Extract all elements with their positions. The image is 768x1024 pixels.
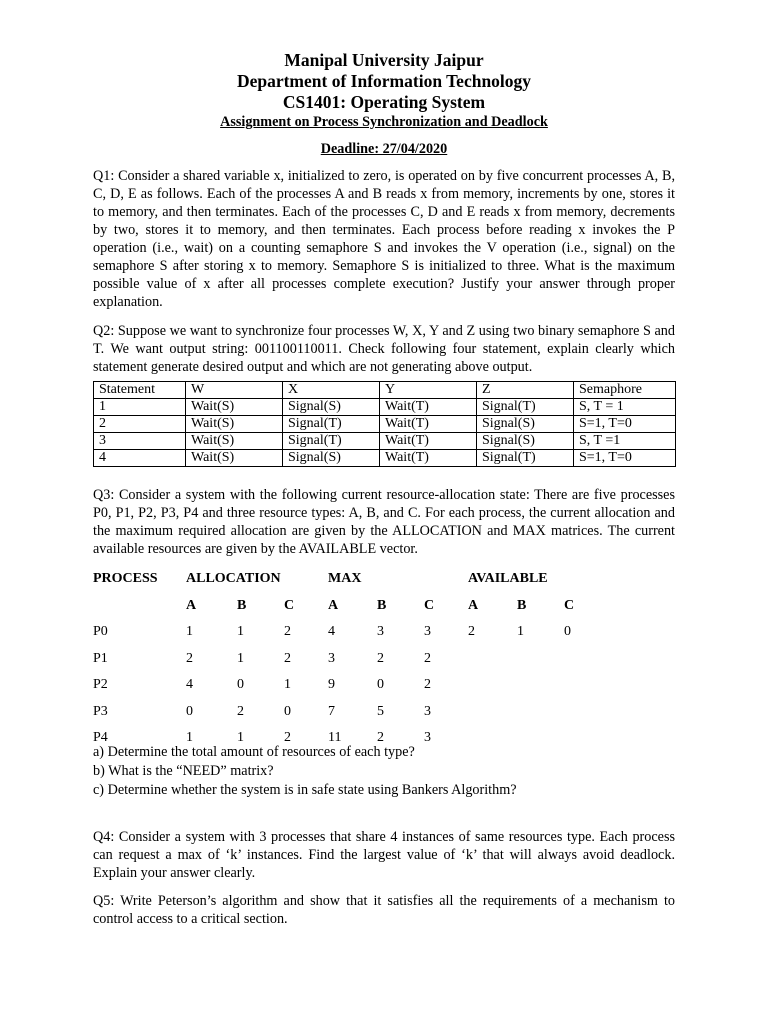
assignment-title: Assignment on Process Synchronization and Deadlock [220,114,548,130]
table-row [93,619,604,646]
table-cell: S=1, T=0 [574,416,676,433]
table-row [93,646,604,673]
available-value: 2 [468,624,475,640]
header-cell: Statement [94,382,186,399]
question-3-parts [93,743,517,800]
available-value [517,672,564,699]
resource-label: A [186,597,197,613]
statement-table [93,381,676,467]
banker-header-row [93,566,604,593]
department-title: Department of Information Technology [236,71,532,91]
question-3b: b) What is the “NEED” matrix? [93,763,274,779]
table-row [93,699,604,726]
allocation-header: ALLOCATION [186,571,281,587]
max-value: 2 [424,650,431,666]
table-cell: Wait(S) [186,399,283,416]
resource-label: B [237,597,247,613]
max-value: 2 [377,730,384,746]
process-header: PROCESS [93,571,158,587]
available-value [564,646,604,673]
max-value: 3 [424,703,431,719]
question-5: Q5: Write Peterson’s algorithm and show that it satisfies all the requirements of a mechanism to control access to a critical section. [93,893,675,927]
table-cell: Signal(S) [477,433,574,450]
university-title: Manipal University Jaipur [284,50,484,70]
table-cell: Signal(T) [283,433,380,450]
question-4: Q4: Consider a system with 3 processes that share 4 instances of same resources type. Each process can request a max of ‘k’ instances. Find the largest value of ‘k’ that will always avoid deadlock. Explain your answer clearly. [93,829,675,881]
process-name: P3 [93,703,108,719]
banker-resource-row [93,593,604,620]
table-cell: Signal(S) [477,416,574,433]
max-value: 0 [377,677,384,693]
table-cell: 1 [94,399,186,416]
process-name: P4 [93,730,108,746]
max-value: 7 [328,703,335,719]
table-cell: Wait(S) [186,450,283,467]
allocation-value: 2 [284,730,291,746]
table-cell: Wait(S) [186,416,283,433]
resource-label: A [328,597,339,613]
allocation-value: 2 [284,624,291,640]
available-value [564,672,604,699]
allocation-value: 2 [284,650,291,666]
available-value [468,646,517,673]
available-header: AVAILABLE [468,571,548,587]
table-row [94,433,676,450]
empty-cell [93,593,186,620]
question-3c: c) Determine whether the system is in safe state using Bankers Algorithm? [93,782,517,798]
table-cell: Signal(T) [477,399,574,416]
allocation-value: 1 [284,677,291,693]
resource-label: C [564,597,575,613]
max-header: MAX [328,571,362,587]
table-cell: Wait(T) [380,433,477,450]
table-cell: Wait(S) [186,433,283,450]
allocation-value: 0 [186,703,193,719]
table-cell: Wait(T) [380,416,477,433]
question-3: Q3: Consider a system with the following current resource-allocation state: There are five processes P0, P1, P2, P3, P4 and three resource types: A, B, and C. For each process, the current allocation and the maximum required allocation are given by the ALLOCATION and MAX matrices. The current available resources are given by the AVAILABLE vector. [93,487,675,557]
resource-label: B [517,597,527,613]
table-row [94,416,676,433]
table-cell: Signal(T) [283,416,380,433]
question-2: Q2: Suppose we want to synchronize four processes W, X, Y and Z using two binary semaphore S and T. We want output string: 001100110011. Check following four statement, explain clearly which statement generate desired output and which are not generating above output. [93,323,675,375]
table-cell: Signal(T) [477,450,574,467]
question-1: Q1: Consider a shared variable x, initialized to zero, is operated on by five concurrent processes A, B, C, D, E as follows. Each of the processes A and B reads x from memory, increments by one, stores it to memory, and then terminates. Each of the processes C, D and E reads x from memory, decrements by two, stores it to memory, and then terminates. Each process before reading x invokes the P operation (i.e., wait) on a counting semaphore S and invokes the V operation (i.e., signal) on the semaphore S after storing x to memory. Semaphore S is initialized to three. What is the maximum possible value of x after all processes complete execution? Justify your answer through proper explanation. [93,168,675,310]
statement-table-header [94,382,676,399]
table-cell: Wait(T) [380,399,477,416]
table-cell: S, T = 1 [574,399,676,416]
header-cell: Y [380,382,477,399]
process-name: P0 [93,624,108,640]
max-value: 3 [424,624,431,640]
allocation-value: 0 [284,703,291,719]
header-cell: W [186,382,283,399]
available-value [468,699,517,726]
available-value [564,725,604,752]
available-value: 0 [564,624,571,640]
question-3a: a) Determine the total amount of resources of each type? [93,744,415,760]
allocation-value: 1 [237,624,244,640]
deadline: Deadline: 27/04/2020 [320,141,448,157]
allocation-value: 1 [237,650,244,666]
resource-label: C [284,597,295,613]
max-value: 11 [328,730,342,746]
allocation-value: 2 [186,650,193,666]
available-value [517,646,564,673]
max-value: 2 [424,677,431,693]
table-cell: 2 [94,416,186,433]
available-value [517,699,564,726]
table-cell: S, T =1 [574,433,676,450]
allocation-value: 2 [237,703,244,719]
header-cell: X [283,382,380,399]
allocation-value: 1 [186,730,193,746]
table-cell: Signal(S) [283,399,380,416]
table-cell: 3 [94,433,186,450]
max-value: 5 [377,703,384,719]
resource-label: A [468,597,479,613]
allocation-value: 0 [237,677,244,693]
max-value: 3 [424,730,431,746]
process-name: P1 [93,650,108,666]
resource-label: C [424,597,435,613]
max-value: 2 [377,650,384,666]
header-cell: Z [477,382,574,399]
table-row [94,399,676,416]
resource-label: B [377,597,387,613]
table-cell: 4 [94,450,186,467]
available-value: 1 [517,624,524,640]
max-value: 4 [328,624,335,640]
max-value: 3 [377,624,384,640]
table-cell: S=1, T=0 [574,450,676,467]
banker-table [93,566,604,752]
max-value: 9 [328,677,335,693]
available-value [517,725,564,752]
table-row [94,450,676,467]
available-value [564,699,604,726]
course-title: CS1401: Operating System [282,92,486,112]
max-value: 3 [328,650,335,666]
available-value [468,672,517,699]
allocation-value: 1 [186,624,193,640]
table-cell: Wait(T) [380,450,477,467]
header-cell: Semaphore [574,382,676,399]
allocation-value: 4 [186,677,193,693]
table-row [93,672,604,699]
allocation-value: 1 [237,730,244,746]
process-name: P2 [93,677,108,693]
table-cell: Signal(S) [283,450,380,467]
